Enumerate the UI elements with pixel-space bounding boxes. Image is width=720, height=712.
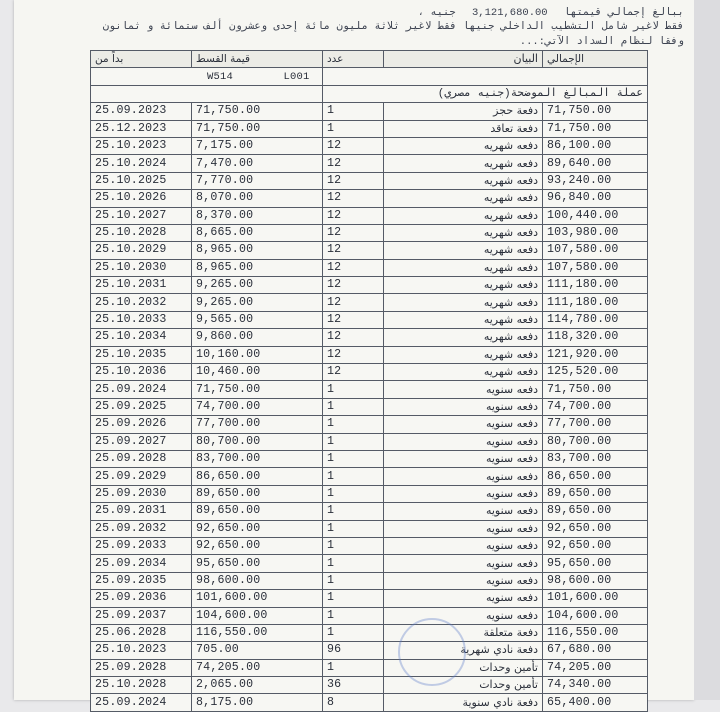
cell-total: 107,580.00 [543, 259, 648, 276]
table-row [91, 590, 648, 607]
table-header-row [91, 51, 648, 68]
cell-date: 25.09.2036 [91, 590, 192, 607]
cell-date: 25.10.2033 [91, 311, 192, 328]
cell-total: 111,180.00 [543, 277, 648, 294]
cell-date: 25.10.2027 [91, 207, 192, 224]
cell-date: 25.10.2024 [91, 155, 192, 172]
cell-desc: دفعه سنويه [384, 520, 543, 537]
table-row [91, 207, 648, 224]
cell-count: 12 [323, 294, 384, 311]
cell-amount: 98,600.00 [192, 572, 323, 589]
cell-amount: 8,965.00 [192, 259, 323, 276]
cell-count: 12 [323, 311, 384, 328]
cell-desc: دفعه سنويه [384, 485, 543, 502]
cell-amount: 95,650.00 [192, 555, 323, 572]
table-row [91, 242, 648, 259]
table-row [91, 607, 648, 624]
cell-desc: دفعه شهريه [384, 294, 543, 311]
cell-total: 100,440.00 [543, 207, 648, 224]
table-row [91, 294, 648, 311]
unit-reference: W514 [207, 70, 234, 83]
cell-count: 12 [323, 137, 384, 154]
cell-amount: 71,750.00 [192, 381, 323, 398]
cell-amount: 89,650.00 [192, 503, 323, 520]
cell-total: 83,700.00 [543, 450, 648, 467]
cell-date: 25.09.2025 [91, 398, 192, 415]
cell-amount: 92,650.00 [192, 520, 323, 537]
cell-amount: 77,700.00 [192, 416, 323, 433]
cell-amount: 8,965.00 [192, 242, 323, 259]
cell-count: 36 [323, 677, 384, 694]
table-row [91, 450, 648, 467]
cell-amount: 9,265.00 [192, 277, 323, 294]
cell-count: 1 [323, 468, 384, 485]
cell-count: 8 [323, 694, 384, 711]
cell-desc: دفعه سنويه [384, 607, 543, 624]
cell-desc: دفعه سنويه [384, 572, 543, 589]
table-row [91, 485, 648, 502]
cell-desc: دفعه شهريه [384, 329, 543, 346]
cell-total: 93,240.00 [543, 172, 648, 189]
cell-date: 25.09.2024 [91, 381, 192, 398]
cell-total: 65,400.00 [543, 694, 648, 711]
table-row [91, 190, 648, 207]
cell-total: 107,580.00 [543, 242, 648, 259]
table-row [91, 537, 648, 554]
cell-count: 12 [323, 364, 384, 381]
cell-date: 25.09.2023 [91, 103, 192, 120]
cell-desc: دفعة حجز [384, 103, 543, 120]
cell-count: 1 [323, 555, 384, 572]
table-row [91, 433, 648, 450]
cell-total: 89,650.00 [543, 503, 648, 520]
cell-total: 114,780.00 [543, 311, 648, 328]
cell-date: 25.09.2032 [91, 520, 192, 537]
cell-amount: 104,600.00 [192, 607, 323, 624]
cell-date: 25.09.2037 [91, 607, 192, 624]
cell-date: 25.09.2030 [91, 485, 192, 502]
col-header-count: عدد [323, 51, 384, 68]
cell-total: 96,840.00 [543, 190, 648, 207]
col-header-date: بداً من [91, 51, 192, 68]
table-row [91, 103, 648, 120]
cell-desc: تأمين وحدات [384, 659, 543, 676]
table-row [91, 277, 648, 294]
table-row [91, 642, 648, 659]
cell-total: 86,100.00 [543, 137, 648, 154]
cell-desc: دفعه سنويه [384, 468, 543, 485]
cell-total: 74,340.00 [543, 677, 648, 694]
cell-total: 118,320.00 [543, 329, 648, 346]
cell-count: 12 [323, 277, 384, 294]
cell-date: 25.09.2028 [91, 450, 192, 467]
cell-amount: 83,700.00 [192, 450, 323, 467]
cell-date: 25.09.2031 [91, 503, 192, 520]
cell-amount: 8,370.00 [192, 207, 323, 224]
cell-total: 104,600.00 [543, 607, 648, 624]
table-row [91, 259, 648, 276]
cell-total: 95,650.00 [543, 555, 648, 572]
table-row [91, 224, 648, 241]
table-row [91, 694, 648, 711]
cell-total: 86,650.00 [543, 468, 648, 485]
cell-count: 1 [323, 572, 384, 589]
cell-amount: 9,860.00 [192, 329, 323, 346]
cell-desc: دفعه شهريه [384, 207, 543, 224]
currency-title-row [91, 85, 648, 102]
cell-desc: دفعه سنويه [384, 381, 543, 398]
cell-total: 92,650.00 [543, 520, 648, 537]
total-amount-value: 3,121,680.00 [471, 7, 548, 19]
cell-amount: 705.00 [192, 642, 323, 659]
cell-date: 25.09.2024 [91, 694, 192, 711]
table-row [91, 381, 648, 398]
currency-title: عملة المبالغ الموضحة(جنيه مصري) [323, 85, 648, 102]
table-row [91, 137, 648, 154]
cell-desc: دفعه سنويه [384, 555, 543, 572]
cell-count: 1 [323, 381, 384, 398]
table-row [91, 520, 648, 537]
cell-total: 92,650.00 [543, 537, 648, 554]
cell-date: 25.10.2030 [91, 259, 192, 276]
cell-date: 25.10.2023 [91, 137, 192, 154]
cell-amount: 71,750.00 [192, 120, 323, 137]
cell-date: 25.10.2028 [91, 224, 192, 241]
cell-count: 1 [323, 659, 384, 676]
cell-desc: دفعه سنويه [384, 503, 543, 520]
cell-total: 103,980.00 [543, 224, 648, 241]
cell-count: 1 [323, 398, 384, 415]
cell-desc: دفعه سنويه [384, 416, 543, 433]
cell-desc: دفعه سنويه [384, 433, 543, 450]
table-row [91, 572, 648, 589]
cell-total: 111,180.00 [543, 294, 648, 311]
cell-date: 25.10.2028 [91, 677, 192, 694]
cell-count: 12 [323, 224, 384, 241]
table-row [91, 120, 648, 137]
cell-count: 12 [323, 242, 384, 259]
cell-count: 12 [323, 155, 384, 172]
cell-desc: دفعه سنويه [384, 537, 543, 554]
cell-desc: دفعه شهريه [384, 259, 543, 276]
cell-desc: دفعة متعلقة [384, 624, 543, 641]
col-header-description: البيان [384, 51, 543, 68]
cell-desc: دفعة تعاقد [384, 120, 543, 137]
cell-amount: 92,650.00 [192, 537, 323, 554]
cell-desc: تأمين وحدات [384, 677, 543, 694]
table-row [91, 329, 648, 346]
cell-count: 12 [323, 172, 384, 189]
cell-amount: 89,650.00 [192, 485, 323, 502]
cell-date: 25.10.2023 [91, 642, 192, 659]
cell-desc: دفعه شهريه [384, 172, 543, 189]
table-row [91, 468, 648, 485]
cell-total: 77,700.00 [543, 416, 648, 433]
cell-desc: دفعه شهريه [384, 346, 543, 363]
total-amount-currency: جنيه ، [417, 7, 456, 19]
total-amount-label: ببالغ إجمالي قيمتها [563, 7, 684, 19]
cell-amount: 8,665.00 [192, 224, 323, 241]
cell-amount: 71,750.00 [192, 103, 323, 120]
amount-in-words: فقط لاغير شامل التشطيب الداخلي جنيها فقط لاغير ثلاثة مليون مائة إحدى وعشرون ألف ستمائة و ثمانون [102, 21, 684, 33]
cell-amount: 9,265.00 [192, 294, 323, 311]
cell-count: 12 [323, 190, 384, 207]
cell-count: 1 [323, 485, 384, 502]
table-row [91, 624, 648, 641]
cell-date: 25.09.2026 [91, 416, 192, 433]
cell-desc: دفعه شهريه [384, 242, 543, 259]
cell-count: 12 [323, 259, 384, 276]
cell-desc: دفعه شهريه [384, 155, 543, 172]
cell-date: 25.10.2032 [91, 294, 192, 311]
cell-total: 67,680.00 [543, 642, 648, 659]
table-row [91, 172, 648, 189]
cell-count: 1 [323, 103, 384, 120]
cell-date: 25.09.2028 [91, 659, 192, 676]
cell-amount: 8,175.00 [192, 694, 323, 711]
cell-date: 25.12.2023 [91, 120, 192, 137]
cell-date: 25.10.2031 [91, 277, 192, 294]
cell-count: 1 [323, 607, 384, 624]
cell-desc: دفعه سنويه [384, 450, 543, 467]
table-row [91, 416, 648, 433]
cell-date: 25.10.2034 [91, 329, 192, 346]
cell-amount: 86,650.00 [192, 468, 323, 485]
cell-amount: 7,175.00 [192, 137, 323, 154]
col-header-total: الإجمالي [543, 51, 648, 68]
table-row [91, 659, 648, 676]
cell-total: 116,550.00 [543, 624, 648, 641]
cell-amount: 10,460.00 [192, 364, 323, 381]
cell-total: 89,640.00 [543, 155, 648, 172]
total-amount-line [418, 6, 684, 19]
plan-reference: L001 [283, 70, 310, 83]
cell-amount: 101,600.00 [192, 590, 323, 607]
cell-count: 12 [323, 346, 384, 363]
cell-count: 1 [323, 590, 384, 607]
cell-date: 25.09.2035 [91, 572, 192, 589]
cell-amount: 116,550.00 [192, 624, 323, 641]
table-row [91, 364, 648, 381]
cell-date: 25.09.2029 [91, 468, 192, 485]
table-row [91, 346, 648, 363]
cell-total: 125,520.00 [543, 364, 648, 381]
cell-amount: 8,070.00 [192, 190, 323, 207]
seal-stamp [398, 618, 466, 686]
cell-amount: 74,700.00 [192, 398, 323, 415]
cell-count: 1 [323, 433, 384, 450]
screen-edge [694, 0, 720, 700]
cell-date: 25.09.2033 [91, 537, 192, 554]
payment-schedule-table [90, 50, 648, 712]
cell-desc: دفعة نادي شهرية [384, 642, 543, 659]
table-row [91, 677, 648, 694]
table-row [91, 503, 648, 520]
cell-date: 25.06.2028 [91, 624, 192, 641]
cell-count: 1 [323, 503, 384, 520]
col-header-amount: قيمة القسط [192, 51, 323, 68]
cell-date: 25.09.2034 [91, 555, 192, 572]
cell-desc: دفعه سنويه [384, 398, 543, 415]
cell-count: 12 [323, 207, 384, 224]
cell-total: 121,920.00 [543, 346, 648, 363]
cell-total: 74,205.00 [543, 659, 648, 676]
cell-date: 25.10.2036 [91, 364, 192, 381]
cell-total: 74,700.00 [543, 398, 648, 415]
cell-total: 71,750.00 [543, 381, 648, 398]
cell-total: 71,750.00 [543, 120, 648, 137]
cell-count: 12 [323, 329, 384, 346]
cell-total: 80,700.00 [543, 433, 648, 450]
cell-amount: 9,565.00 [192, 311, 323, 328]
cell-date: 25.10.2029 [91, 242, 192, 259]
document-sheet [14, 0, 694, 709]
table-row [91, 155, 648, 172]
cell-desc: دفعه شهريه [384, 311, 543, 328]
cell-amount: 80,700.00 [192, 433, 323, 450]
cell-desc: دفعة نادي سنوية [384, 694, 543, 711]
cell-date: 25.10.2026 [91, 190, 192, 207]
reference-row [91, 68, 648, 85]
cell-count: 1 [323, 450, 384, 467]
cell-amount: 74,205.00 [192, 659, 323, 676]
table-row [91, 555, 648, 572]
cell-count: 1 [323, 120, 384, 137]
cell-desc: دفعه شهريه [384, 224, 543, 241]
cell-desc: دفعه شهريه [384, 137, 543, 154]
cell-desc: دفعه سنويه [384, 590, 543, 607]
cell-count: 96 [323, 642, 384, 659]
table-row [91, 398, 648, 415]
cell-total: 98,600.00 [543, 572, 648, 589]
cell-date: 25.10.2025 [91, 172, 192, 189]
table-row [91, 311, 648, 328]
cell-amount: 10,160.00 [192, 346, 323, 363]
cell-desc: دفعه شهريه [384, 364, 543, 381]
cell-amount: 2,065.00 [192, 677, 323, 694]
cell-count: 1 [323, 416, 384, 433]
cell-count: 1 [323, 537, 384, 554]
cell-desc: دفعه شهريه [384, 277, 543, 294]
cell-count: 1 [323, 624, 384, 641]
cell-date: 25.09.2027 [91, 433, 192, 450]
cell-total: 101,600.00 [543, 590, 648, 607]
cell-desc: دفعه شهريه [384, 190, 543, 207]
cell-amount: 7,770.00 [192, 172, 323, 189]
payment-system-note: وفقا لنظام السداد الآتي:... [519, 36, 684, 48]
cell-count: 1 [323, 520, 384, 537]
cell-total: 89,650.00 [543, 485, 648, 502]
cell-total: 71,750.00 [543, 103, 648, 120]
cell-date: 25.10.2035 [91, 346, 192, 363]
cell-amount: 7,470.00 [192, 155, 323, 172]
